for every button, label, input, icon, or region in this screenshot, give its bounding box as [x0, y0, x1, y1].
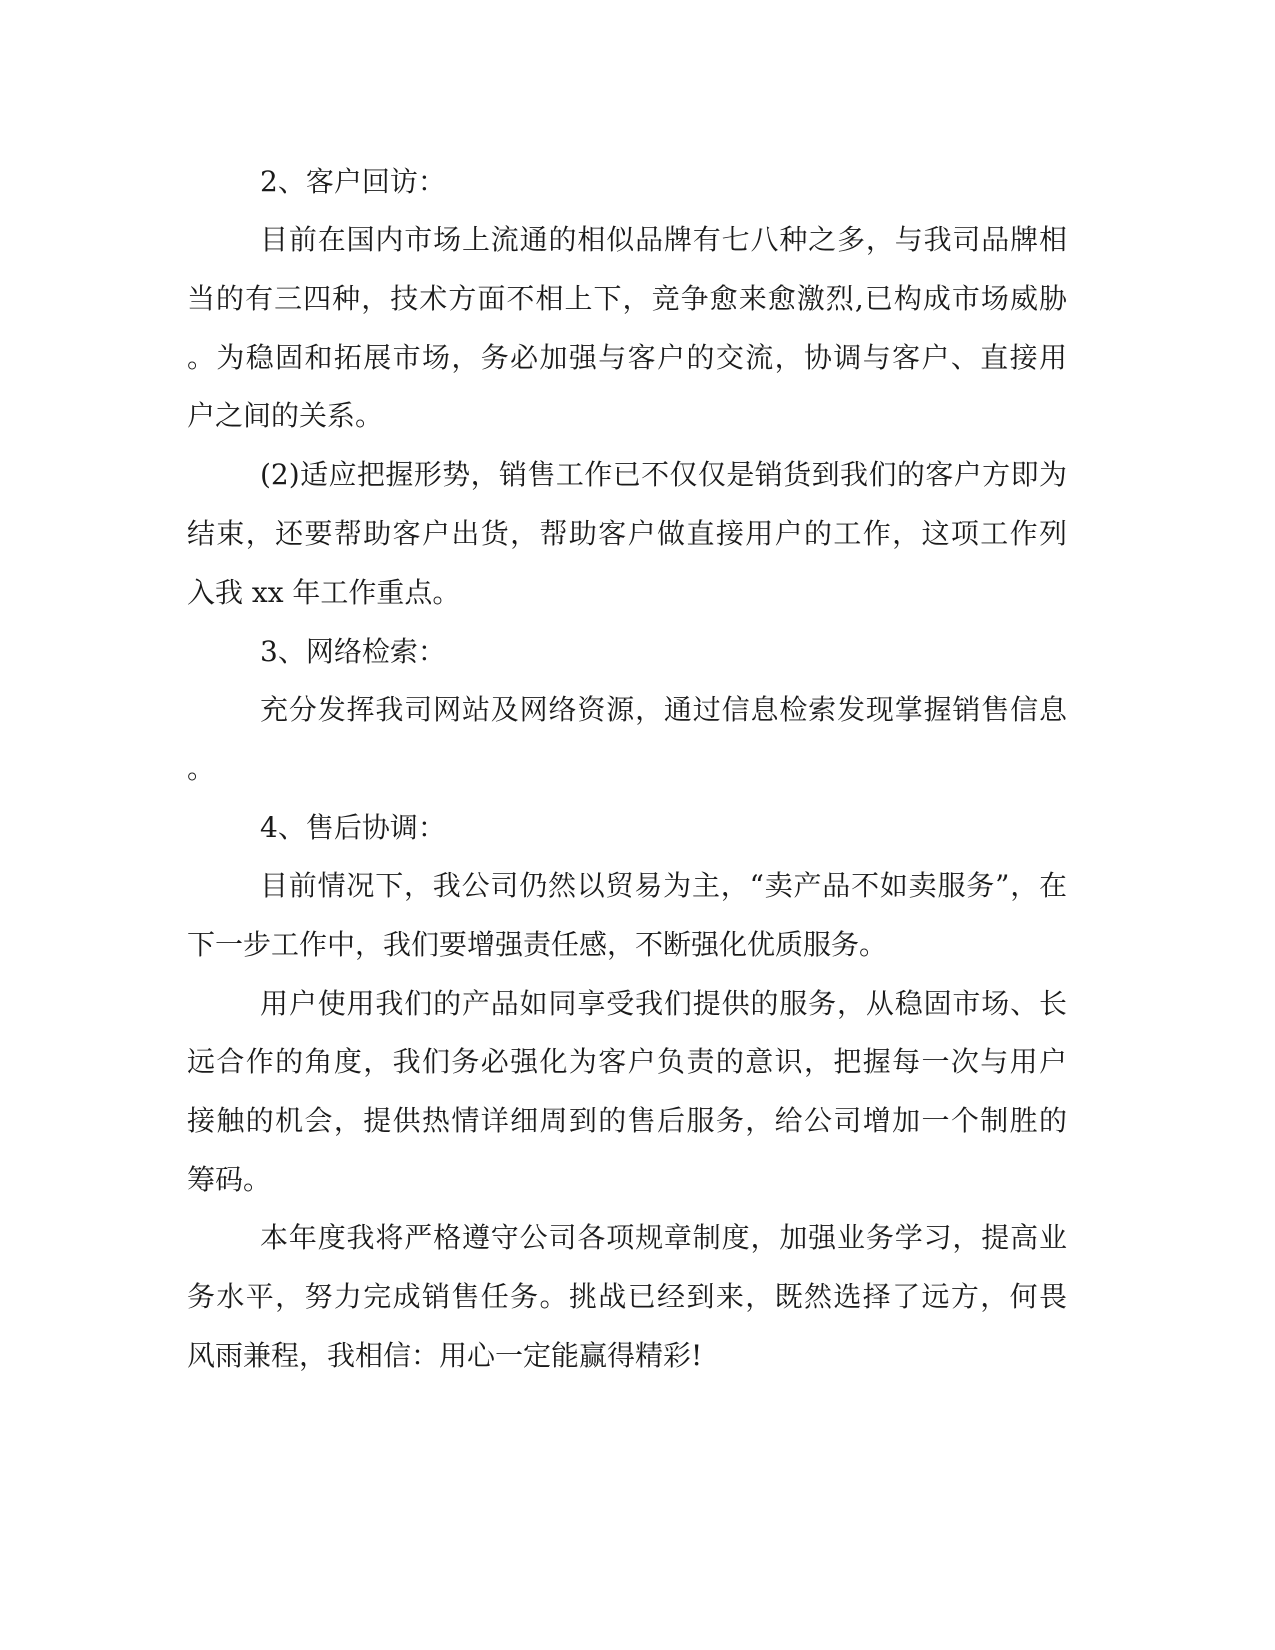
paragraph-line: 接触的机会，提供热情详细周到的售后服务，给公司增加一个制胜的	[187, 1104, 1067, 1137]
heading-network-search: 3、网络检索：	[260, 635, 446, 668]
paragraph-line: 筹码。	[187, 1163, 272, 1196]
paragraph-line: 目前情况下，我公司仍然以贸易为主，“卖产品不如卖服务”，在	[260, 869, 1067, 902]
paragraph-line: 目前在国内市场上流通的相似品牌有七八种之多，与我司品牌相	[260, 223, 1067, 256]
paragraph-line: 充分发挥我司网站及网络资源，通过信息检索发现掌握销售信息	[260, 693, 1067, 726]
paragraph-line: 入我 xx 年工作重点。	[187, 576, 461, 609]
paragraph-line: 结束，还要帮助客户出货，帮助客户做直接用户的工作，这项工作列	[187, 517, 1067, 550]
paragraph-line: 风雨兼程，我相信：用心一定能赢得精彩!	[187, 1339, 703, 1372]
heading-customer-visit: 2、客户回访：	[260, 165, 446, 198]
paragraph-line: (2)适应把握形势，销售工作已不仅仅是销货到我们的客户方即为	[260, 458, 1067, 491]
paragraph-line: 。	[187, 752, 216, 785]
paragraph-line: 当的有三四种，技术方面不相上下，竞争愈来愈激烈,已构成市场威胁	[187, 282, 1067, 315]
paragraph-line: 下一步工作中，我们要增强责任感，不断强化优质服务。	[187, 928, 888, 961]
paragraph-line: 务水平，努力完成销售任务。挑战已经到来，既然选择了远方，何畏	[187, 1280, 1067, 1313]
paragraph-line: 。为稳固和拓展市场，务必加强与客户的交流，协调与客户、直接用	[187, 341, 1067, 374]
paragraph-line: 本年度我将严格遵守公司各项规章制度，加强业务学习，提高业	[260, 1221, 1067, 1254]
paragraph-line: 用户使用我们的产品如同享受我们提供的服务，从稳固市场、长	[260, 987, 1067, 1020]
heading-after-sales: 4、售后协调：	[260, 811, 446, 844]
paragraph-line: 远合作的角度，我们务必强化为客户负责的意识，把握每一次与用户	[187, 1045, 1067, 1078]
paragraph-line: 户之间的关系。	[187, 399, 384, 432]
